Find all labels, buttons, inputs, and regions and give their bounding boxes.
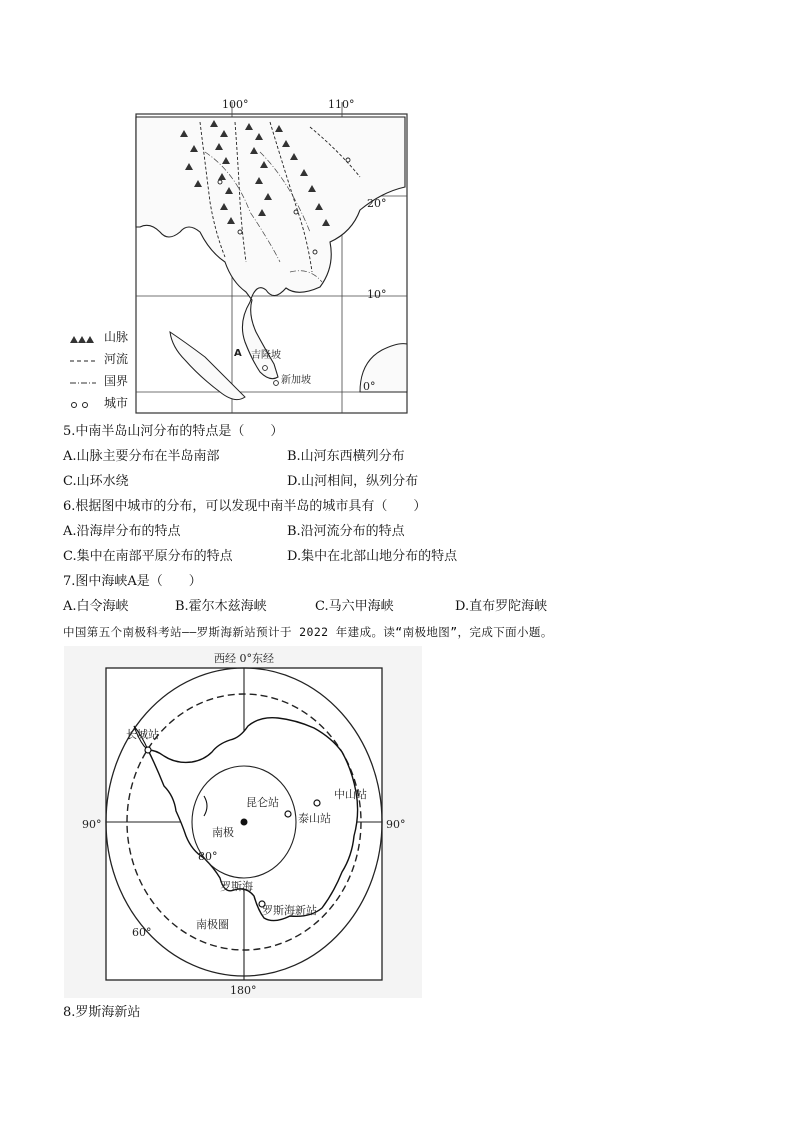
strait-marker-a: A <box>234 348 242 359</box>
bottom-180-label: 180° <box>230 984 257 997</box>
label-antarctic-circle: 南极圈 <box>196 918 229 931</box>
label-ross-station: 罗斯海新站 <box>262 904 317 917</box>
lat-label-20: 20° <box>367 197 387 210</box>
question-6-option-c[interactable]: C.集中在南部平原分布的特点 <box>63 549 233 564</box>
top-meridian-label: 西经 0°东经 <box>214 652 274 665</box>
legend-label-mountain: 山脉 <box>104 330 129 344</box>
question-5-option-a[interactable]: A.山脉主要分布在半岛南部 <box>63 449 220 464</box>
label-changcheng: 长城站 <box>126 728 159 741</box>
label-zhongshan: 中山站 <box>334 788 367 801</box>
legend-label-river: 河流 <box>104 352 129 366</box>
lon-label-100: 100° <box>222 98 249 111</box>
right-90-label: 90° <box>386 818 406 831</box>
label-south-pole: 南极 <box>212 826 234 839</box>
question-6-option-b[interactable]: B.沿河流分布的特点 <box>287 524 405 539</box>
question-5-option-b[interactable]: B.山河东西横列分布 <box>287 449 405 464</box>
label-lat-60: 60° <box>132 926 152 939</box>
legend-city-icon <box>68 396 98 415</box>
legend-mountain-icon <box>68 330 98 349</box>
question-7-option-a[interactable]: A.白令海峡 <box>63 599 129 614</box>
label-singapore: 新加坡 <box>281 375 311 386</box>
label-lat-80: 80° <box>198 850 218 863</box>
question-7-option-d[interactable]: D.直布罗陀海峡 <box>455 599 548 614</box>
legend-border-icon <box>68 374 98 393</box>
label-kunlun: 昆仑站 <box>246 796 279 809</box>
legend-label-border: 国界 <box>104 374 129 388</box>
zhongshan-station-marker <box>314 800 320 806</box>
label-kuala-lumpur: 吉隆坡 <box>251 350 281 361</box>
question-7-stem: 7.图中海峡A是（ ） <box>63 574 202 589</box>
lon-label-110: 110° <box>328 98 355 111</box>
question-6-option-d[interactable]: D.集中在北部山地分布的特点 <box>287 549 458 564</box>
lat-label-10: 10° <box>367 288 387 301</box>
question-6-option-a[interactable]: A.沿海岸分布的特点 <box>63 524 181 539</box>
south-pole-marker <box>241 819 248 826</box>
lat-label-0: 0° <box>363 380 376 393</box>
label-ross-sea: 罗斯海 <box>220 880 253 893</box>
singapore-city <box>274 381 279 386</box>
legend-river-icon <box>68 352 98 371</box>
changcheng-station-marker <box>145 747 151 753</box>
question-7-option-b[interactable]: B.霍尔木兹海峡 <box>175 599 267 614</box>
question-5-option-d[interactable]: D.山河相间，纵列分布 <box>287 474 419 489</box>
map1-legend <box>64 328 134 416</box>
question-5-option-c[interactable]: C.山环水绕 <box>63 474 129 489</box>
question-5-stem: 5.中南半岛山河分布的特点是（ ） <box>63 424 284 439</box>
question-7-option-c[interactable]: C.马六甲海峡 <box>315 599 394 614</box>
left-90-label: 90° <box>82 818 102 831</box>
question-8-stem: 8.罗斯海新站 <box>63 1005 141 1020</box>
antarctica-map <box>64 646 422 998</box>
question-6-stem: 6.根据图中城市的分布，可以发现中南半岛的城市具有（ ） <box>63 499 427 514</box>
antarctica-intro-text: 中国第五个南极科考站——罗斯海新站预计于 2022 年建成。读“南极地图”，完成下面小题。 <box>63 625 553 639</box>
kuala-lumpur-city <box>263 366 268 371</box>
label-taishan: 泰山站 <box>298 812 331 825</box>
kunlun-station-marker <box>285 811 291 817</box>
legend-label-city: 城市 <box>104 396 129 410</box>
